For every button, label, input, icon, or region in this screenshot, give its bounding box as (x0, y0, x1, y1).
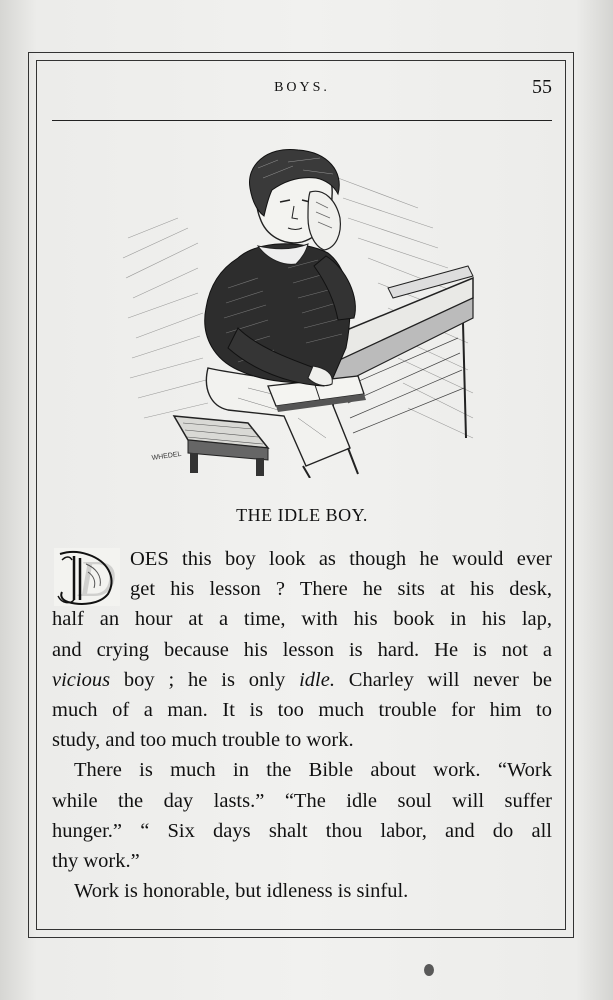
paragraph-2-line: hunger.” “ Six days shalt thou labor, and do all (52, 819, 552, 842)
text-run: Charley will never be (334, 668, 552, 691)
text-run: boy ; he is only (110, 668, 300, 691)
dropcap-letter: D (78, 551, 116, 608)
idle-boy-illustration (88, 148, 480, 478)
ornamental-dropcap (52, 546, 122, 608)
boy-head (249, 149, 340, 250)
paragraph-1-line: OES this boy look as though he would ever (130, 548, 552, 570)
paragraph-2-line: thy work.” (52, 849, 140, 872)
illustration-caption: THE IDLE BOY. (236, 505, 368, 525)
paragraph-1-line: get his lesson ? There he sits at his desk, (130, 578, 552, 601)
boy-torso (205, 244, 356, 386)
paragraph-3-line: Work is honorable, but idleness is sinful. (74, 880, 409, 903)
paragraph-2-line: There is much in the Bible about work. “Work (74, 759, 552, 782)
header-rule (52, 120, 552, 121)
ink-spot (424, 964, 434, 976)
paragraph-1-line: half an hour at a time, with his book in his lap, (52, 608, 552, 631)
paragraph-2-line: while the day lasts.” “The idle soul will suffer (52, 789, 552, 812)
paragraph-1-line (52, 665, 552, 695)
engraver-signature: WHEDEL (151, 450, 182, 462)
bench (174, 416, 268, 476)
paragraph-1-line: study, and too much trouble to work. (52, 729, 354, 752)
emphasis-vicious: vicious (52, 668, 111, 691)
running-head (52, 76, 552, 100)
page-number: 55 (532, 76, 552, 98)
paragraph-1-line: much of a man. It is too much trouble for him to (52, 698, 552, 721)
paragraph-1-line: and crying because his lesson is hard. He is not a (52, 638, 552, 661)
emphasis-idle: idle. (299, 668, 335, 691)
body-text (52, 544, 552, 906)
running-title: BOYS. (274, 80, 330, 95)
